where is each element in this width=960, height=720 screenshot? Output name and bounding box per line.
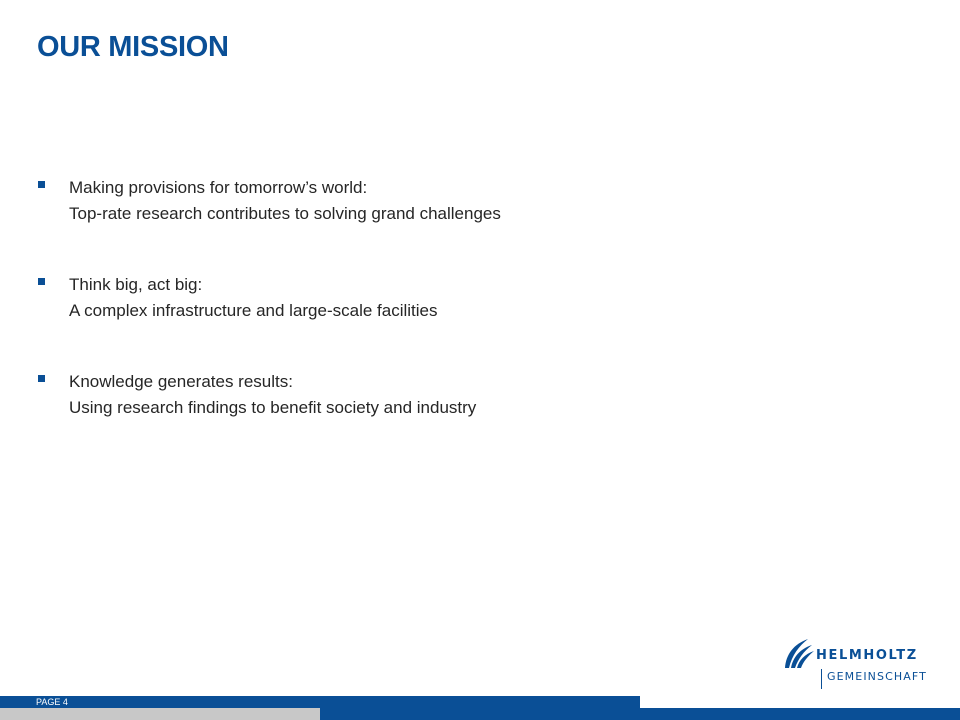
- logo-wordmark-gemeinschaft: GEMEINSCHAFT: [827, 670, 927, 683]
- bullet-item: [36, 175, 501, 227]
- slide-title: OUR MISSION: [37, 31, 229, 63]
- bullet-item: [36, 272, 501, 324]
- footer-bar-top: [0, 696, 640, 708]
- square-bullet-icon: [38, 278, 45, 285]
- helmholtz-wing-icon: [782, 636, 816, 670]
- footer-bar-grey: [0, 708, 320, 720]
- square-bullet-icon: [38, 181, 45, 188]
- mission-bullet-list: [36, 175, 501, 466]
- bullet-item: [36, 369, 501, 421]
- footer-bar-bottom: [320, 708, 960, 720]
- bullet-detail: A complex infrastructure and large-scale facilities: [69, 301, 438, 320]
- page-number: PAGE 4: [36, 697, 68, 707]
- logo-wordmark-helmholtz: HELMHOLTZ: [816, 648, 918, 663]
- bullet-heading: Think big, act big:: [69, 275, 203, 294]
- bullet-detail: Using research findings to benefit society and industry: [69, 398, 477, 417]
- helmholtz-logo: [782, 636, 942, 692]
- bullet-detail: Top-rate research contributes to solving grand challenges: [69, 204, 501, 223]
- logo-divider: [821, 669, 822, 689]
- bullet-heading: Making provisions for tomorrow’s world:: [69, 178, 368, 197]
- square-bullet-icon: [38, 375, 45, 382]
- bullet-heading: Knowledge generates results:: [69, 372, 293, 391]
